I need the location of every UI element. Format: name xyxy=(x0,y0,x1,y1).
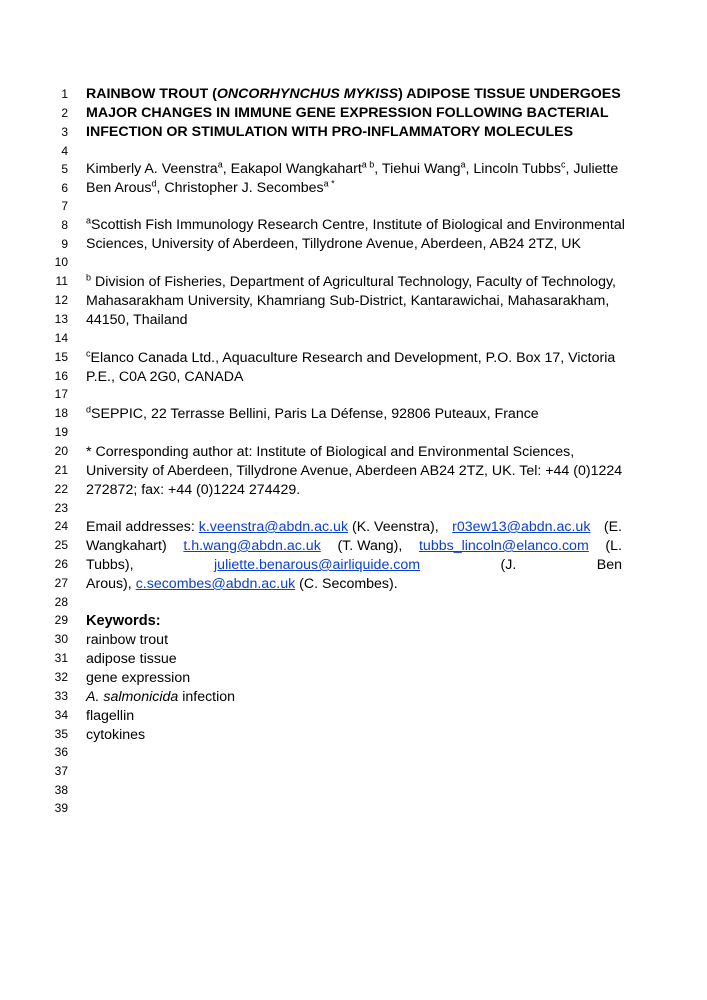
email-owner: (K. Veenstra), xyxy=(348,519,439,535)
email-owner: (T. Wang), xyxy=(337,538,403,554)
line-number: 16 xyxy=(54,369,68,383)
keyword-item: adipose tissue xyxy=(86,651,177,667)
keywords-heading: Keywords: xyxy=(86,613,161,629)
line-number: 23 xyxy=(54,501,68,515)
line-number: 32 xyxy=(54,670,68,684)
line-number: 35 xyxy=(54,727,68,741)
email-link-veenstra[interactable]: k.veenstra@abdn.ac.uk xyxy=(198,519,349,535)
affiliation-b-line-1 xyxy=(86,274,622,291)
line-number: 38 xyxy=(54,783,68,797)
affiliation-c-line-1 xyxy=(86,350,622,367)
line-number: 8 xyxy=(61,218,68,232)
affiliation-a-line-1 xyxy=(86,215,625,234)
line-number: 4 xyxy=(61,144,68,158)
email-link-tubbs[interactable]: tubbs_lincoln@elanco.com xyxy=(418,538,589,554)
line-number: 3 xyxy=(61,125,68,139)
line-number: 6 xyxy=(61,181,68,195)
affiliation-marker: c xyxy=(86,348,91,359)
line-number: 30 xyxy=(54,632,68,646)
email-label: Email addresses: xyxy=(86,519,199,535)
line-number: 37 xyxy=(54,764,68,778)
line-number: 17 xyxy=(54,387,68,401)
author-name: Ben Arous xyxy=(86,180,152,196)
author-list-line-1 xyxy=(86,161,622,178)
email-line-4 xyxy=(86,576,622,593)
corresponding-author-line-2: University of Aberdeen, Tillydrone Avenue, Aberdeen AB24 2TZ, UK. Tel: +44 (0)1224 xyxy=(86,463,623,479)
affiliation-c-line-2: P.E., C0A 2G0, CANADA xyxy=(86,369,244,385)
line-number: 2 xyxy=(61,106,68,120)
line-number: 36 xyxy=(54,745,68,759)
line-number: 31 xyxy=(54,651,68,665)
paper-title-line-3: INFECTION OR STIMULATION WITH PRO-INFLAMMATORY MOLECULES xyxy=(86,124,574,140)
corresponding-author-line-1: * Corresponding author at: Institute of Biological and Environmental Sciences, xyxy=(86,444,575,460)
email-line-3 xyxy=(86,557,622,574)
title-species-italic: ONCORHYNCHUS MYKISS xyxy=(216,86,399,102)
paper-title-line-1 xyxy=(86,86,622,103)
keyword-species-italic: A. salmonicida xyxy=(86,689,179,705)
affiliation-b-line-2: Mahasarakham University, Khamriang Sub-District, Kantarawichai, Mahasarakham, xyxy=(86,293,610,309)
keyword-item: gene expression xyxy=(86,670,191,686)
affiliation-d-line-1 xyxy=(86,406,622,423)
email-owner: (L. xyxy=(605,538,622,554)
author-name: , Juliette xyxy=(565,161,619,177)
email-line-2 xyxy=(86,538,622,555)
title-text: ) ADIPOSE TISSUE UNDERGOES xyxy=(398,86,621,102)
line-number: 18 xyxy=(54,406,68,420)
line-number: 14 xyxy=(54,331,68,345)
line-number: 22 xyxy=(54,482,68,496)
line-number: 25 xyxy=(54,538,68,552)
affiliation-text: Division of Fisheries, Department of Agricultural Technology, Faculty of Technology, xyxy=(91,274,616,290)
email-link-wangkahart[interactable]: r03ew13@abdn.ac.uk xyxy=(452,519,591,535)
line-number: 24 xyxy=(54,519,68,533)
email-owner: Wangkahart) xyxy=(86,538,167,554)
line-number: 34 xyxy=(54,708,68,722)
email-link-secombes[interactable]: c.secombes@abdn.ac.uk xyxy=(135,576,296,592)
affiliation-marker: b xyxy=(86,272,92,283)
affiliation-marker: a b xyxy=(361,159,375,170)
author-name: , Christopher J. Secombes xyxy=(156,180,324,196)
keyword-item: cytokines xyxy=(86,727,146,743)
paper-title-line-2: MAJOR CHANGES IN IMMUNE GENE EXPRESSION FOLLOWING BACTERIAL xyxy=(86,105,609,121)
affiliation-a-line-2: Sciences, University of Aberdeen, Tillydrone Avenue, Aberdeen, AB24 2TZ, UK xyxy=(86,236,582,252)
line-number: 1 xyxy=(61,87,68,101)
line-number: 19 xyxy=(54,425,68,439)
affiliation-marker: d xyxy=(86,404,92,415)
line-number: 27 xyxy=(54,576,68,590)
affiliation-marker: a xyxy=(86,215,92,226)
email-owner: Arous), xyxy=(86,576,132,592)
email-owner: (C. Secombes). xyxy=(295,576,398,592)
line-number: 28 xyxy=(54,595,68,609)
keyword-item xyxy=(86,689,622,706)
author-name: , Lincoln Tubbs xyxy=(465,161,561,177)
email-line-1 xyxy=(86,519,622,536)
affiliation-marker: a * xyxy=(323,178,335,189)
affiliation-marker: c xyxy=(560,159,566,170)
line-number: 15 xyxy=(54,350,68,364)
keyword-item: flagellin xyxy=(86,708,135,724)
author-list-line-2 xyxy=(86,180,622,197)
email-owner: Ben xyxy=(596,557,622,573)
affiliation-b-line-3: 44150, Thailand xyxy=(86,312,188,328)
email-owner: Tubbs), xyxy=(86,557,134,573)
keyword-text: infection xyxy=(178,689,236,705)
email-link-benarous[interactable]: juliette.benarous@airliquide.com xyxy=(214,557,421,573)
line-number: 33 xyxy=(54,689,68,703)
affiliation-text: Elanco Canada Ltd., Aquaculture Research and Development, P.O. Box 17, Victoria xyxy=(90,350,616,366)
line-number: 7 xyxy=(61,199,68,213)
line-number: 9 xyxy=(61,237,68,251)
affiliation-text: SEPPIC, 22 Terrasse Bellini, Paris La Défense, 92806 Puteaux, France xyxy=(91,406,539,422)
line-number: 5 xyxy=(61,162,68,176)
affiliation-marker: a xyxy=(460,159,466,170)
line-number: 29 xyxy=(54,613,68,627)
affiliation-marker: d xyxy=(151,178,157,189)
author-name: , Tiehui Wang xyxy=(374,161,461,177)
line-number: 20 xyxy=(54,444,68,458)
affiliation-text: Scottish Fish Immunology Research Centre, Institute of Biological and Environmental xyxy=(91,217,625,233)
corresponding-author-line-3: 272872; fax: +44 (0)1224 274429. xyxy=(86,482,301,498)
line-number: 39 xyxy=(54,801,68,815)
email-group xyxy=(452,519,590,536)
keyword-item: rainbow trout xyxy=(86,632,169,648)
author-name: , Eakapol Wangkahart xyxy=(222,161,362,177)
email-owner: (J. xyxy=(500,557,517,573)
line-number: 11 xyxy=(55,274,68,288)
email-group xyxy=(86,519,439,536)
affiliation-marker: a xyxy=(217,159,223,170)
line-number: 12 xyxy=(54,293,68,307)
line-number: 13 xyxy=(54,312,68,326)
email-owner: (E. xyxy=(603,519,622,535)
title-text: RAINBOW TROUT ( xyxy=(86,86,217,102)
author-name: Kimberly A. Veenstra xyxy=(86,161,218,177)
line-number: 10 xyxy=(54,255,68,269)
line-number: 26 xyxy=(54,557,68,571)
line-number: 21 xyxy=(54,463,68,477)
email-link-wang[interactable]: t.h.wang@abdn.ac.uk xyxy=(183,538,321,554)
